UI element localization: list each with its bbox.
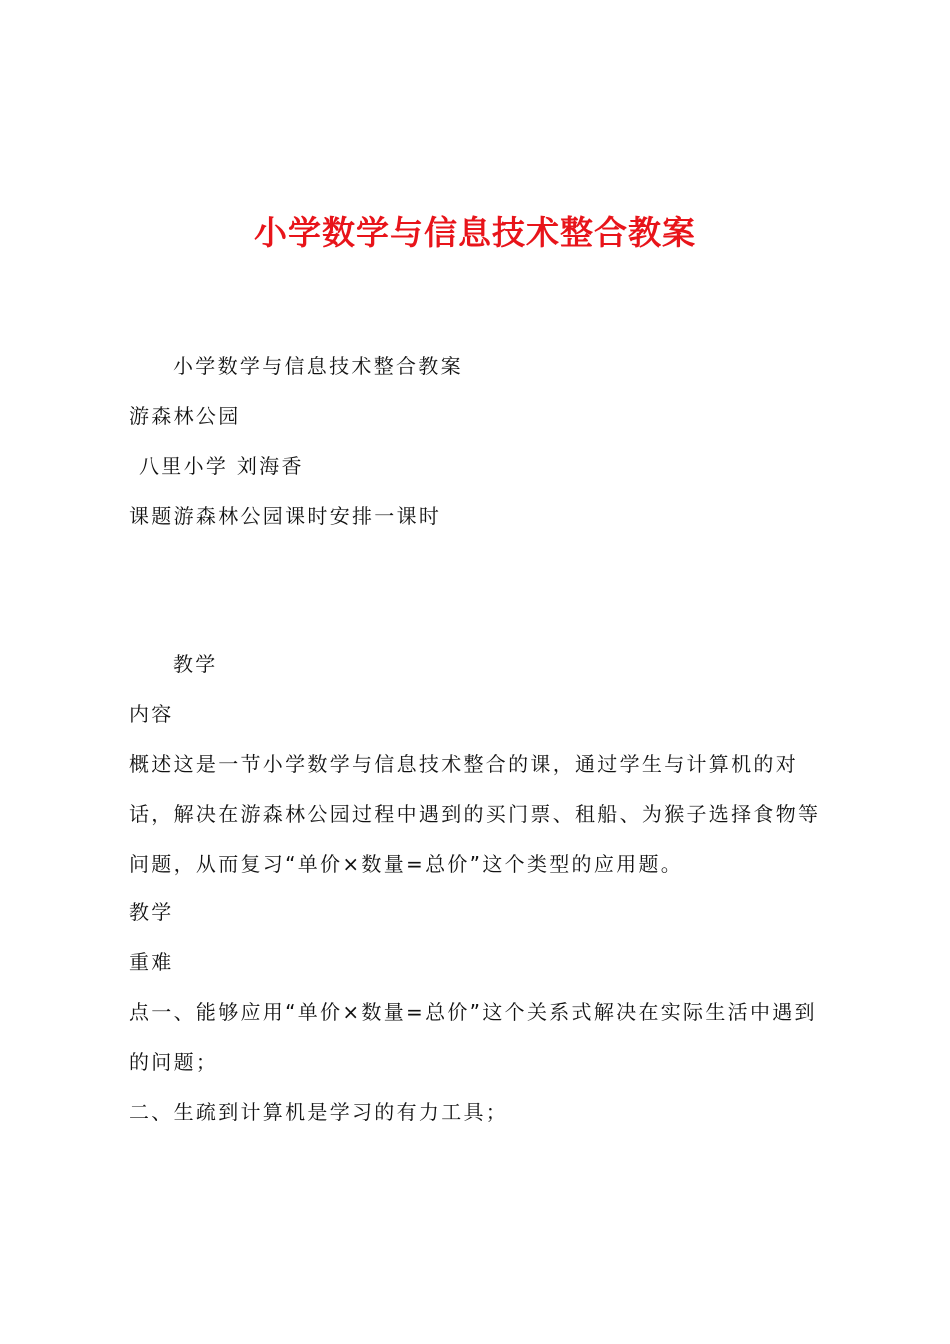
key-point-two-line: 二、生疏到计算机是学习的有力工具； [129,1100,509,1124]
subtitle-line: 小学数学与信息技术整合教案 [173,354,463,378]
key-point-line-1: 点一、能够应用“单价×数量=总价”这个关系式解决在实际生活中遇到 [129,1000,817,1024]
lesson-name-line: 游森林公园 [129,404,241,428]
section-label-content: 内容 [129,702,174,726]
overview-paragraph-line-1: 概述这是一节小学数学与信息技术整合的课，通过学生与计算机的对 [129,752,798,776]
section-label-teaching-2: 教学 [129,900,174,924]
key-point-line-2: 的问题； [129,1050,219,1074]
author-line: 八里小学 刘海香 [139,454,304,478]
document-title: 小学数学与信息技术整合教案 [254,213,696,252]
section-label-teaching: 教学 [173,652,218,676]
overview-paragraph-line-3: 问题，从而复习“单价×数量=总价”这个类型的应用题。 [129,852,684,876]
section-label-key-difficult: 重难 [129,950,174,974]
topic-schedule-line: 课题游森林公园课时安排一课时 [129,504,442,528]
overview-paragraph-line-2: 话，解决在游森林公园过程中遇到的买门票、租船、为猴子选择食物等 [129,802,821,826]
